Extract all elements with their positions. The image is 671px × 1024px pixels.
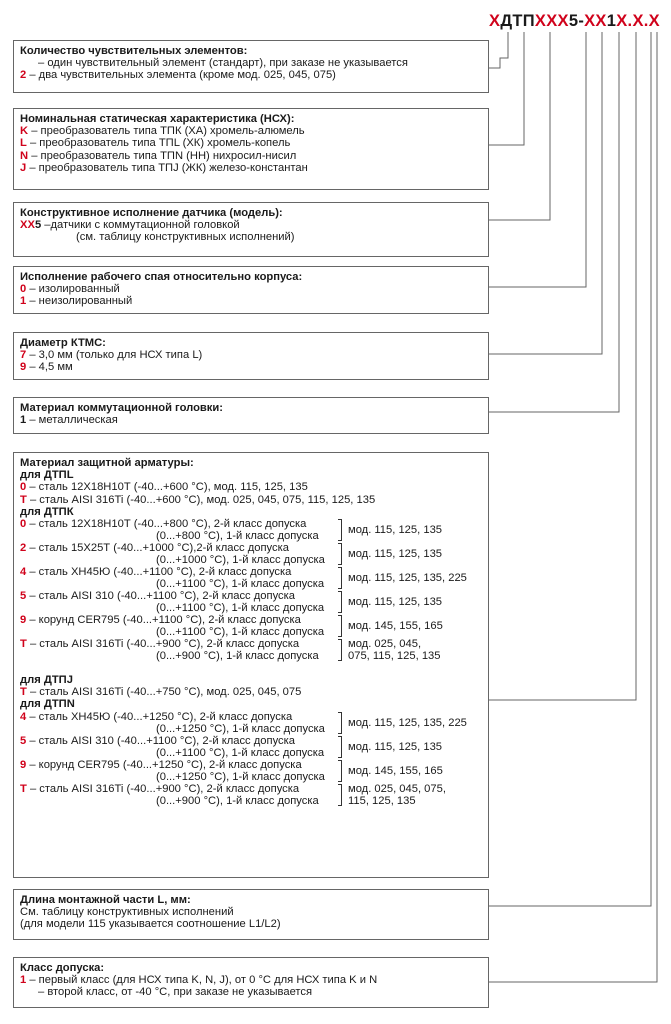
model-list-line: 075, 115, 125, 135: [348, 650, 441, 663]
model-list: [348, 638, 440, 662]
option-text: (см. таблицу конструктивных исполнений): [76, 231, 295, 244]
option-text: – сталь ХН45Ю (-40...+1250 °С), 2-й класс допуска: [29, 710, 293, 723]
option-text: – 4,5 мм: [29, 361, 73, 374]
option-code-suffix: 5: [34, 219, 42, 232]
option-text: – сталь 12Х18Н10Т (-40...+800 °С), 2-й класс допуска: [29, 518, 307, 531]
option-row: [20, 162, 482, 174]
option-row: [20, 150, 482, 162]
option-code: J: [20, 161, 27, 174]
bracket: [338, 615, 342, 637]
option-text: См. таблицу конструктивных исполнений: [20, 906, 234, 919]
code-part: 1: [606, 12, 617, 30]
model-list: мод. 115, 125, 135: [348, 548, 443, 561]
option-text: (0...+1000 °С), 1-й класс допуска: [156, 554, 325, 567]
box-title: Номинальная статическая характеристика (НСХ):: [20, 113, 295, 125]
option-code: 4: [20, 566, 27, 579]
bracket: [338, 784, 342, 806]
option-text: (0...+1100 °С), 1-й класс допуска: [156, 626, 325, 639]
option-row: [20, 125, 482, 137]
option-text: (0...+1100 °С), 1-й класс допуска: [156, 578, 325, 591]
code-part: Х: [632, 12, 644, 30]
option-code: T: [20, 782, 27, 795]
option-text: – сталь 12Х18Н10Т (-40...+600 °С), мод. 115, 125, 135: [29, 481, 308, 494]
box-title: Исполнение рабочего спая относительно корпуса:: [20, 271, 303, 283]
code-part: ХХ: [584, 12, 607, 30]
option-code: 2: [20, 69, 27, 82]
model-list: мод. 115, 125, 135: [348, 596, 443, 609]
option-code: 1: [20, 414, 27, 427]
option-row: [20, 590, 482, 614]
model-list: [348, 783, 446, 807]
option-text: – преобразователь типа ТПN (НН) нихросил-нисил: [31, 149, 297, 162]
bracket: [338, 736, 342, 758]
option-row: [20, 974, 482, 986]
option-code: 0: [20, 283, 27, 296]
option-text: – сталь AISI 316Ti (-40...+600 °С), мод. 025, 045, 075, 115, 125, 135: [29, 493, 376, 506]
option-text: (0...+1250 °С), 1-й класс допуска: [156, 722, 325, 735]
model-box: [13, 202, 489, 257]
option-text: – неизолированный: [29, 295, 133, 308]
option-text: – 3,0 мм (только для НСХ типа L): [29, 349, 203, 362]
code-part: -: [578, 12, 585, 30]
option-text: – сталь AISI 310 (-40...+1100 °С), 2-й класс допуска: [29, 734, 295, 747]
option-row: [20, 542, 482, 566]
option-code: 5: [20, 734, 27, 747]
model-list: мод. 115, 125, 135, 225: [348, 716, 467, 729]
box-title: Класс допуска:: [20, 962, 105, 974]
option-text: (0...+1250 °С), 1-й класс допуска: [156, 770, 325, 783]
bracket: [338, 519, 342, 541]
option-text: – корунд CER795 (-40...+1100 °С), 2-й класс допуска: [29, 614, 301, 627]
option-row: [20, 231, 482, 243]
option-code: 5: [20, 590, 27, 603]
option-code: T: [20, 493, 27, 506]
section-heading: для ДТПJ: [20, 674, 73, 687]
model-list: мод. 145, 155, 165: [348, 620, 443, 633]
option-text: (0...+800 °С), 1-й класс допуска: [156, 530, 319, 543]
bracket: [338, 543, 342, 565]
option-code: 9: [20, 614, 27, 627]
option-text: – сталь 15Х25Т (-40...+1000 °С),2-й класс допуска: [29, 542, 289, 555]
code-part: .: [643, 12, 649, 30]
option-text: (0...+1100 °С), 1-й класс допуска: [156, 602, 325, 615]
sensor-count-box: [13, 40, 489, 93]
section-heading: для ДТПL: [20, 469, 74, 482]
section-heading: для ДТПК: [20, 505, 74, 518]
code-part: .: [627, 12, 633, 30]
option-text: (0...+1100 °С), 1-й класс допуска: [156, 746, 325, 759]
code-part: Х: [648, 12, 660, 30]
option-row: [20, 219, 482, 231]
code-part: ДТП: [500, 12, 535, 30]
option-text: (0...+900 °С), 1-й класс допуска: [156, 794, 319, 807]
option-code: T: [20, 638, 27, 651]
tolerance-box: [13, 957, 489, 1008]
option-text: – изолированный: [29, 283, 120, 296]
bracket: [338, 639, 342, 661]
diameter-box: [13, 332, 489, 380]
option-text: – один чувствительный элемент (стандарт), при заказе не указывается: [38, 57, 408, 70]
option-code: 1: [20, 974, 27, 987]
option-row: [20, 283, 482, 295]
length-box: [13, 889, 489, 940]
option-code: 7: [20, 349, 27, 362]
bracket: [338, 760, 342, 782]
option-row: [20, 349, 482, 361]
option-text: – сталь AISI 310 (-40...+1100 °С), 2-й класс допуска: [29, 590, 295, 603]
option-row: [20, 638, 482, 674]
option-code: 0: [20, 481, 27, 494]
option-row: [20, 566, 482, 590]
bracket: [338, 591, 342, 613]
box-title: Конструктивное исполнение датчика (модель):: [20, 207, 283, 219]
model-list-line: мод. 025, 045,: [348, 638, 422, 651]
junction-box: [13, 266, 489, 314]
model-list: мод. 115, 125, 135, 225: [348, 572, 467, 585]
option-text: – сталь AISI 316Ti (-40...+750 °С), мод. 025, 045, 075: [29, 686, 302, 699]
model-list: мод. 145, 155, 165: [348, 764, 443, 777]
option-text: – сталь AISI 316Ti (-40...+900 °С), 2-й класс допуска: [29, 638, 300, 651]
box-title: Диаметр КТМС:: [20, 337, 106, 349]
option-row: [20, 137, 482, 149]
box-title: Материал коммутационной головки:: [20, 402, 223, 414]
code-part: Х: [557, 12, 569, 30]
model-list: мод. 115, 125, 135: [348, 740, 443, 753]
option-row: [20, 414, 482, 426]
option-row: [20, 295, 482, 307]
option-text: – металлическая: [29, 414, 118, 427]
option-text: – второй класс, от -40 °С, при заказе не указывается: [38, 986, 313, 999]
option-code: ХХ: [20, 219, 35, 232]
code-part: ХХ: [534, 12, 558, 30]
option-text: – корунд CER795 (-40...+1250 °С), 2-й класс допуска: [29, 758, 302, 771]
option-code: L: [20, 137, 27, 150]
option-text: – преобразователь типа ТПJ (ЖК) железо-константан: [29, 161, 308, 174]
option-text: – сталь ХН45Ю (-40...+1100 °С), 2-й класс допуска: [29, 566, 292, 579]
nsx-box: [13, 108, 489, 190]
option-code: K: [20, 125, 29, 138]
bracket: [338, 712, 342, 734]
option-code: 9: [20, 361, 27, 374]
option-row: [20, 735, 482, 759]
order-code: [489, 12, 660, 31]
option-row: [20, 759, 482, 783]
option-row: [20, 686, 482, 698]
option-text: – сталь AISI 316Ti (-40...+900 °С), 2-й класс допуска: [29, 782, 300, 795]
armature-box: [13, 452, 489, 878]
option-text: (0...+900 °С), 1-й класс допуска: [156, 650, 319, 663]
option-row: [20, 481, 482, 493]
box-title: Длина монтажной части L, мм:: [20, 894, 191, 906]
code-part: Х: [489, 12, 501, 30]
option-code: T: [20, 686, 27, 699]
option-text: (для модели 115 указывается соотношение L1/L2): [20, 918, 281, 931]
code-part: Х: [616, 12, 628, 30]
model-list-line: мод. 025, 045, 075,: [348, 782, 446, 795]
code-part: 5: [568, 12, 579, 30]
option-code: 1: [20, 295, 27, 308]
option-row: [20, 518, 482, 542]
option-row: [20, 711, 482, 735]
model-list: мод. 115, 125, 135: [348, 524, 443, 537]
model-list-line: 115, 125, 135: [348, 794, 416, 807]
option-text: – преобразователь типа ТПL (ХК) хромель-копель: [29, 137, 291, 150]
section-heading: для ДТПN: [20, 698, 75, 711]
option-code: 0: [20, 518, 27, 531]
option-row: [20, 69, 482, 81]
option-text: –датчики с коммутационной головкой: [44, 219, 240, 232]
option-row: [20, 494, 482, 506]
option-row: [20, 57, 482, 69]
option-row: [20, 361, 482, 373]
bracket: [338, 567, 342, 589]
option-code: N: [20, 149, 29, 162]
option-row: [20, 783, 482, 813]
option-text: – преобразователь типа ТПК (ХА) хромель-алюмель: [31, 125, 305, 138]
option-text: – два чувствительных элемента (кроме мод. 025, 045, 075): [29, 69, 336, 82]
option-row: [20, 614, 482, 638]
option-code: 9: [20, 758, 27, 771]
box-title: Количество чувствительных элементов:: [20, 45, 248, 57]
box-title: Материал защитной арматуры:: [20, 457, 194, 469]
option-code: 2: [20, 542, 27, 555]
option-code: 4: [20, 710, 27, 723]
head-material-box: [13, 397, 489, 434]
option-text: – первый класс (для НСХ типа K, N, J), от 0 °С для НСХ типа K и N: [29, 974, 378, 987]
